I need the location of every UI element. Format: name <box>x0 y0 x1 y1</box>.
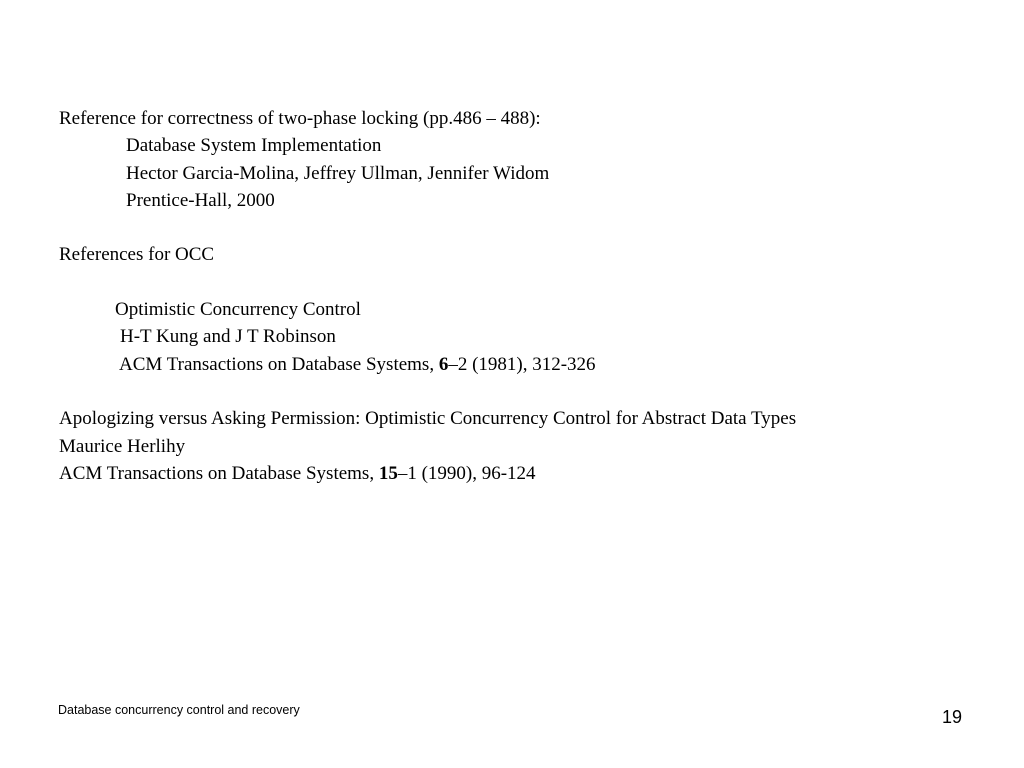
kung-journal: ACM Transactions on Database Systems, <box>119 353 439 375</box>
occ-references-heading: References for OCC <box>59 244 215 266</box>
kung-issue: –2 (1981), 312-326 <box>448 353 596 375</box>
kung-paper-citation <box>59 351 1009 378</box>
kung-volume: 6 <box>438 353 449 375</box>
kung-paper-authors: H-T Kung and J T Robinson <box>120 326 336 348</box>
kung-paper-title: Optimistic Concurrency Control <box>115 299 361 321</box>
herlihy-issue: –1 (1990), 96-124 <box>397 462 536 484</box>
herlihy-paper-title: Apologizing versus Asking Permission: Optimistic Concurrency Control for Abstract Data Types <box>59 408 797 430</box>
tpl-reference-heading: Reference for correctness of two-phase locking (pp.486 – 488): <box>59 108 541 129</box>
spacer <box>59 378 1009 405</box>
tpl-book-publisher: Prentice-Hall, 2000 <box>126 189 275 211</box>
tpl-book-title: Database System Implementation <box>126 135 382 157</box>
spacer <box>59 269 1009 296</box>
tpl-book-authors: Hector Garcia-Molina, Jeffrey Ullman, Jennifer Widom <box>126 162 550 184</box>
footer-title: Database concurrency control and recovery <box>58 703 300 717</box>
slide-body <box>59 105 1009 487</box>
herlihy-paper-author: Maurice Herlihy <box>59 435 186 457</box>
herlihy-paper-citation <box>59 460 1009 487</box>
spacer <box>59 214 1009 241</box>
herlihy-volume: 15 <box>378 462 398 484</box>
herlihy-journal: ACM Transactions on Database Systems, <box>59 462 379 484</box>
page-number: 19 <box>941 707 962 727</box>
